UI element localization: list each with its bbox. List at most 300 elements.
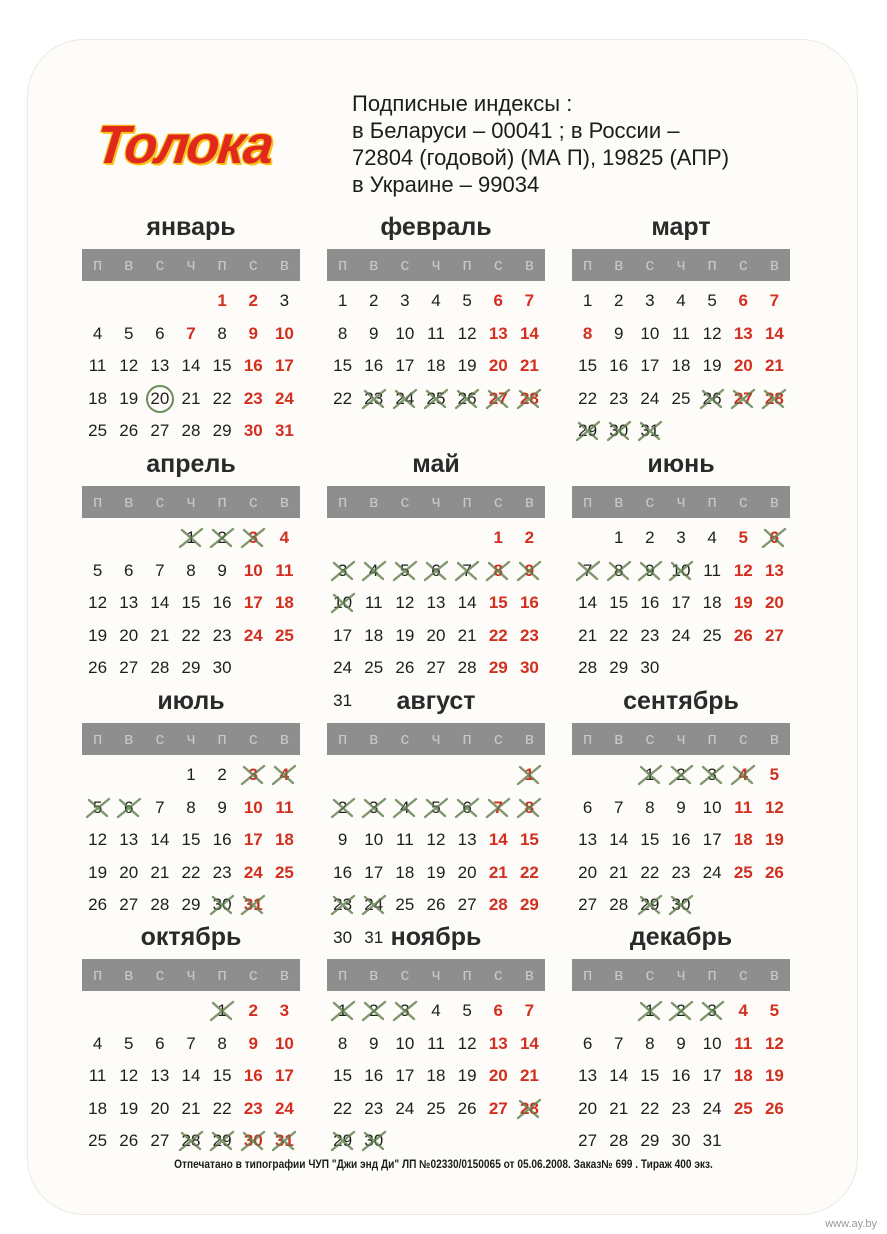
day-cell: 18 xyxy=(426,356,446,375)
day-cell: 8 xyxy=(514,792,545,825)
weekday-label: п xyxy=(462,729,472,748)
day-cell: 16 xyxy=(609,356,629,375)
empty-cell xyxy=(113,995,144,1028)
empty-cell xyxy=(113,285,144,318)
day-cell: 2 xyxy=(645,528,655,547)
day-cell: 26 xyxy=(452,383,483,416)
day-cell: 14 xyxy=(609,1066,629,1085)
day-cell: 26 xyxy=(764,1098,784,1118)
day-cell: 23 xyxy=(671,1098,691,1118)
day-cell: 23 xyxy=(609,388,629,408)
day-cell: 29 xyxy=(488,658,508,677)
day-cell: 25 xyxy=(702,625,722,645)
day-cell: 1 xyxy=(175,522,206,555)
day-cell: 28 xyxy=(488,895,508,914)
day-cell: 12 xyxy=(119,356,139,375)
day-cell: 28 xyxy=(759,383,790,416)
weekday-header xyxy=(572,486,790,518)
day-cell: 11 xyxy=(672,323,690,343)
day-cell: 16 xyxy=(212,593,232,612)
day-cell: 8 xyxy=(582,323,593,343)
day-cell: 2 xyxy=(524,528,535,547)
day-cell: 11 xyxy=(88,356,107,375)
month-title: январь xyxy=(146,213,236,241)
day-cell: 24 xyxy=(274,1098,294,1118)
day-cell: 30 xyxy=(358,1125,389,1158)
day-cell: 23 xyxy=(364,1098,384,1118)
day-cell: 6 xyxy=(738,291,748,310)
day-cell: 2 xyxy=(358,995,389,1028)
day-cell: 13 xyxy=(119,830,139,849)
day-cell: 23 xyxy=(671,862,691,882)
day-cell: 12 xyxy=(733,560,753,580)
day-grid xyxy=(82,759,300,922)
day-cell: 30 xyxy=(243,421,263,440)
weekday-label: ч xyxy=(676,255,686,274)
weekday-header xyxy=(327,959,545,991)
day-cell: 18 xyxy=(702,593,722,612)
day-cell: 30 xyxy=(665,889,696,922)
day-cell: 31 xyxy=(269,1125,300,1158)
weekday-label: с xyxy=(739,729,748,748)
day-cell: 14 xyxy=(519,323,539,343)
empty-cell xyxy=(113,522,144,555)
empty-cell xyxy=(452,522,483,555)
day-cell: 19 xyxy=(457,1066,477,1085)
empty-cell xyxy=(144,995,175,1028)
day-cell: 21 xyxy=(519,1066,539,1085)
weekday-label: п xyxy=(337,255,348,274)
day-cell: 19 xyxy=(119,388,139,408)
weekday-header xyxy=(82,723,300,755)
weekday-label: п xyxy=(92,492,103,511)
weekday-header xyxy=(82,249,300,281)
weekday-label: в xyxy=(124,965,134,984)
day-cell: 18 xyxy=(364,625,384,645)
weekday-header xyxy=(327,723,545,755)
weekday-label: с xyxy=(645,965,655,984)
pen-circle-mark xyxy=(146,385,174,413)
day-grid xyxy=(82,995,300,1158)
weekday-header xyxy=(572,249,790,281)
empty-cell xyxy=(82,522,113,555)
day-cell: 10 xyxy=(395,323,415,343)
day-cell: 1 xyxy=(186,765,196,784)
day-cell: 1 xyxy=(327,995,358,1028)
weekday-label: с xyxy=(494,729,503,748)
weekday-label: с xyxy=(494,492,503,511)
day-cell: 21 xyxy=(457,625,477,645)
day-cell: 1 xyxy=(493,528,503,547)
day-cell: 9 xyxy=(634,555,665,588)
subscription-line: в Украине – 99034 xyxy=(352,172,540,197)
weekday-header xyxy=(327,249,545,281)
day-cell: 21 xyxy=(181,388,201,408)
day-cell: 5 xyxy=(769,1001,780,1020)
weekday-label: п xyxy=(707,965,717,984)
weekday-label: в xyxy=(614,729,624,748)
day-cell: 30 xyxy=(238,1125,269,1158)
day-cell: 9 xyxy=(613,323,624,343)
month-3 xyxy=(572,212,790,442)
day-cell: 21 xyxy=(609,862,629,882)
weekday-label: п xyxy=(92,729,103,748)
day-cell: 4 xyxy=(738,1001,748,1020)
day-cell: 26 xyxy=(733,625,753,645)
day-cell: 19 xyxy=(88,862,108,882)
day-cell: 21 xyxy=(609,1098,629,1118)
day-cell: 7 xyxy=(155,797,165,817)
day-cell: 3 xyxy=(238,522,269,555)
day-cell: 3 xyxy=(279,1001,290,1020)
day-cell: 12 xyxy=(88,593,108,612)
day-cell: 16 xyxy=(243,1066,263,1085)
weekday-header xyxy=(327,486,545,518)
day-cell: 9 xyxy=(217,797,227,817)
weekday-label: в xyxy=(769,965,779,984)
day-cell: 8 xyxy=(483,555,514,588)
day-cell: 18 xyxy=(733,830,753,849)
month-title: июль xyxy=(157,687,225,715)
day-cell: 17 xyxy=(243,830,263,849)
day-cell: 11 xyxy=(427,323,445,343)
day-cell: 10 xyxy=(243,797,263,817)
day-cell: 3 xyxy=(238,759,269,792)
empty-cell xyxy=(327,522,358,555)
weekday-label: п xyxy=(707,729,717,748)
day-cell: 17 xyxy=(364,862,384,882)
weekday-label: п xyxy=(582,492,593,511)
month-title: декабрь xyxy=(629,923,733,951)
day-cell: 19 xyxy=(764,1066,784,1085)
day-cell: 26 xyxy=(395,658,415,677)
day-cell: 25 xyxy=(733,862,753,882)
day-cell: 2 xyxy=(207,522,238,555)
day-cell: 31 xyxy=(274,421,294,440)
day-cell: 25 xyxy=(88,1131,108,1150)
month-title: ноябрь xyxy=(390,923,482,951)
weekday-label: в xyxy=(369,492,379,511)
weekday-label: с xyxy=(249,255,258,274)
weekday-label: п xyxy=(217,492,227,511)
day-cell: 13 xyxy=(150,1066,170,1085)
weekday-label: с xyxy=(739,492,748,511)
day-cell: 23 xyxy=(327,889,358,922)
day-cell: 4 xyxy=(269,759,300,792)
day-cell: 20 xyxy=(119,862,139,882)
weekday-label: в xyxy=(124,492,134,511)
day-cell: 17 xyxy=(395,356,415,375)
month-title: февраль xyxy=(380,213,492,241)
day-cell: 22 xyxy=(640,1098,660,1118)
day-cell: 19 xyxy=(733,593,753,612)
empty-cell xyxy=(572,522,603,555)
day-cell: 25 xyxy=(274,625,294,645)
day-cell: 5 xyxy=(769,765,780,784)
day-cell: 24 xyxy=(702,1098,722,1118)
day-cell: 24 xyxy=(395,1098,415,1118)
day-cell: 22 xyxy=(333,1098,353,1118)
day-cell: 28 xyxy=(514,383,545,416)
day-cell: 2 xyxy=(248,1001,258,1020)
day-cell: 15 xyxy=(212,356,232,375)
day-cell: 22 xyxy=(181,625,201,645)
day-cell: 14 xyxy=(488,830,508,849)
day-cell: 3 xyxy=(400,291,410,310)
day-cell: 14 xyxy=(764,323,784,343)
weekday-label: в xyxy=(279,492,289,511)
day-cell: 1 xyxy=(634,759,665,792)
day-cell: 11 xyxy=(703,560,721,580)
weekday-label: в xyxy=(524,729,534,748)
day-cell: 18 xyxy=(671,356,691,375)
weekday-label: в xyxy=(369,255,379,274)
weekday-label: п xyxy=(337,492,348,511)
day-cell: 21 xyxy=(181,1098,201,1118)
month-1 xyxy=(82,212,300,442)
day-cell: 10 xyxy=(702,797,722,817)
day-cell: 14 xyxy=(181,1066,201,1085)
weekday-label: с xyxy=(645,492,655,511)
day-cell: 27 xyxy=(483,383,514,416)
empty-cell xyxy=(572,995,603,1028)
day-cell: 30 xyxy=(212,658,232,677)
empty-cell xyxy=(483,759,514,792)
day-cell: 22 xyxy=(609,625,629,645)
day-cell: 16 xyxy=(212,830,232,849)
empty-cell xyxy=(603,759,634,792)
day-cell: 6 xyxy=(493,1001,503,1020)
month-4 xyxy=(82,449,300,679)
day-cell: 4 xyxy=(358,555,389,588)
empty-cell xyxy=(327,759,358,792)
weekday-label: с xyxy=(155,492,165,511)
day-cell: 28 xyxy=(150,658,170,677)
day-cell: 15 xyxy=(181,593,201,612)
day-cell: 7 xyxy=(572,555,603,588)
day-cell: 2 xyxy=(665,995,696,1028)
day-cell: 1 xyxy=(613,528,624,547)
day-cell: 10 xyxy=(640,323,660,343)
weekday-label: в xyxy=(279,965,289,984)
weekday-label: в xyxy=(769,729,779,748)
weekday-label: с xyxy=(645,255,655,274)
day-cell: 23 xyxy=(212,862,232,882)
weekday-label: с xyxy=(400,965,410,984)
day-cell: 7 xyxy=(769,291,780,310)
day-cell: 23 xyxy=(243,1098,263,1118)
day-cell: 1 xyxy=(634,995,665,1028)
empty-cell xyxy=(358,759,389,792)
weekday-label: п xyxy=(582,965,593,984)
day-cell: 20 xyxy=(578,862,598,882)
subscription-line: 72804 (годовой) (МА П), 19825 (АПР) xyxy=(352,145,730,170)
weekday-label: п xyxy=(462,255,472,274)
empty-cell xyxy=(420,759,451,792)
day-cell: 29 xyxy=(609,658,629,677)
day-cell: 31 xyxy=(238,889,269,922)
day-cell: 2 xyxy=(248,291,258,310)
day-cell: 13 xyxy=(578,830,598,849)
day-cell: 17 xyxy=(671,593,691,612)
day-cell: 22 xyxy=(640,862,660,882)
day-cell: 2 xyxy=(327,792,358,825)
day-cell: 1 xyxy=(207,995,238,1028)
day-cell: 8 xyxy=(337,323,348,343)
day-cell: 24 xyxy=(243,862,263,882)
day-grid xyxy=(327,995,545,1158)
day-cell: 21 xyxy=(764,356,784,375)
day-cell: 30 xyxy=(671,1131,691,1150)
day-cell: 25 xyxy=(274,862,294,882)
day-cell: 24 xyxy=(358,889,389,922)
weekday-label: в xyxy=(769,255,779,274)
weekday-label: п xyxy=(337,965,348,984)
weekday-label: п xyxy=(707,255,717,274)
day-cell: 27 xyxy=(728,383,759,416)
empty-cell xyxy=(603,995,634,1028)
empty-cell xyxy=(389,522,420,555)
weekday-label: с xyxy=(494,965,503,984)
day-cell: 25 xyxy=(671,388,691,408)
day-cell: 22 xyxy=(519,862,539,882)
day-cell: 25 xyxy=(395,895,415,914)
day-cell: 24 xyxy=(702,862,722,882)
day-cell: 12 xyxy=(395,593,415,612)
day-grid xyxy=(572,522,790,685)
day-cell: 9 xyxy=(676,1033,686,1053)
empty-cell xyxy=(144,759,175,792)
day-cell: 20 xyxy=(144,383,175,416)
day-cell: 9 xyxy=(514,555,545,588)
day-cell: 23 xyxy=(640,625,660,645)
day-cell: 7 xyxy=(186,323,196,343)
weekday-label: с xyxy=(249,965,258,984)
day-cell: 3 xyxy=(645,291,655,310)
day-cell: 3 xyxy=(676,528,686,547)
day-cell: 4 xyxy=(279,528,290,547)
day-cell: 9 xyxy=(676,797,686,817)
day-cell: 6 xyxy=(582,1033,593,1053)
weekday-label: ч xyxy=(186,729,196,748)
weekday-label: п xyxy=(217,729,227,748)
day-cell: 4 xyxy=(431,291,441,310)
day-cell: 1 xyxy=(337,291,348,310)
day-cell: 12 xyxy=(426,830,446,849)
day-cell: 28 xyxy=(609,895,629,914)
day-cell: 24 xyxy=(640,388,660,408)
empty-cell xyxy=(82,995,113,1028)
day-cell: 28 xyxy=(181,421,201,440)
day-cell: 22 xyxy=(181,862,201,882)
day-cell: 15 xyxy=(488,593,508,612)
weekday-label: в xyxy=(769,492,779,511)
day-cell: 5 xyxy=(389,555,420,588)
day-cell: 10 xyxy=(364,830,384,849)
day-cell: 9 xyxy=(217,560,227,580)
day-cell: 27 xyxy=(150,421,170,440)
empty-cell xyxy=(175,285,206,318)
month-title: май xyxy=(412,450,460,478)
day-cell: 15 xyxy=(640,830,660,849)
day-cell: 28 xyxy=(175,1125,206,1158)
day-cell: 9 xyxy=(337,830,348,849)
weekday-label: в xyxy=(614,492,624,511)
day-cell: 16 xyxy=(671,1066,691,1085)
day-cell: 30 xyxy=(640,658,660,677)
day-cell: 8 xyxy=(186,797,196,817)
day-cell: 17 xyxy=(702,830,722,849)
day-cell: 19 xyxy=(119,1098,139,1118)
day-cell: 25 xyxy=(88,421,108,440)
day-cell: 1 xyxy=(514,759,545,792)
day-cell: 13 xyxy=(578,1066,598,1085)
day-cell: 29 xyxy=(634,889,665,922)
day-cell: 11 xyxy=(734,797,753,817)
day-cell: 10 xyxy=(274,1033,294,1053)
day-cell: 7 xyxy=(186,1033,196,1053)
month-6 xyxy=(572,449,790,679)
day-cell: 20 xyxy=(733,356,753,375)
day-cell: 6 xyxy=(113,792,144,825)
day-cell: 26 xyxy=(88,658,108,677)
day-cell: 27 xyxy=(488,1098,508,1118)
day-cell: 19 xyxy=(457,356,477,375)
day-cell: 17 xyxy=(702,1066,722,1085)
weekday-label: п xyxy=(337,729,348,748)
day-cell: 17 xyxy=(243,593,263,612)
day-cell: 20 xyxy=(488,1066,508,1085)
weekday-label: в xyxy=(614,965,624,984)
day-cell: 10 xyxy=(274,323,294,343)
day-cell: 12 xyxy=(88,830,108,849)
day-cell: 5 xyxy=(462,291,472,310)
weekday-label: п xyxy=(462,965,472,984)
day-cell: 29 xyxy=(519,895,539,914)
weekday-label: в xyxy=(369,729,379,748)
day-cell: 27 xyxy=(119,658,139,677)
day-cell: 9 xyxy=(368,1033,379,1053)
day-cell: 12 xyxy=(457,1033,477,1053)
day-cell: 30 xyxy=(333,927,353,947)
day-cell: 27 xyxy=(764,625,784,645)
weekday-label: в xyxy=(614,255,624,274)
day-cell: 10 xyxy=(243,560,263,580)
day-grid xyxy=(572,995,790,1158)
day-cell: 29 xyxy=(212,421,232,440)
day-cell: 11 xyxy=(396,830,414,849)
day-cell: 14 xyxy=(519,1033,539,1053)
day-cell: 27 xyxy=(578,1131,598,1150)
day-cell: 18 xyxy=(88,1098,108,1118)
weekday-header xyxy=(572,959,790,991)
weekday-label: ч xyxy=(431,492,441,511)
day-cell: 3 xyxy=(697,759,728,792)
day-cell: 11 xyxy=(275,797,294,817)
weekday-label: ч xyxy=(431,255,441,274)
day-cell: 4 xyxy=(389,792,420,825)
day-cell: 16 xyxy=(364,1066,384,1085)
day-cell: 29 xyxy=(327,1125,358,1158)
day-cell: 29 xyxy=(181,895,201,914)
day-cell: 6 xyxy=(759,522,790,555)
day-cell: 16 xyxy=(364,356,384,375)
day-cell: 20 xyxy=(150,1098,170,1118)
month-title: апрель xyxy=(146,450,236,478)
day-cell: 13 xyxy=(733,323,753,343)
month-title: август xyxy=(396,687,476,715)
day-cell: 21 xyxy=(488,862,508,882)
